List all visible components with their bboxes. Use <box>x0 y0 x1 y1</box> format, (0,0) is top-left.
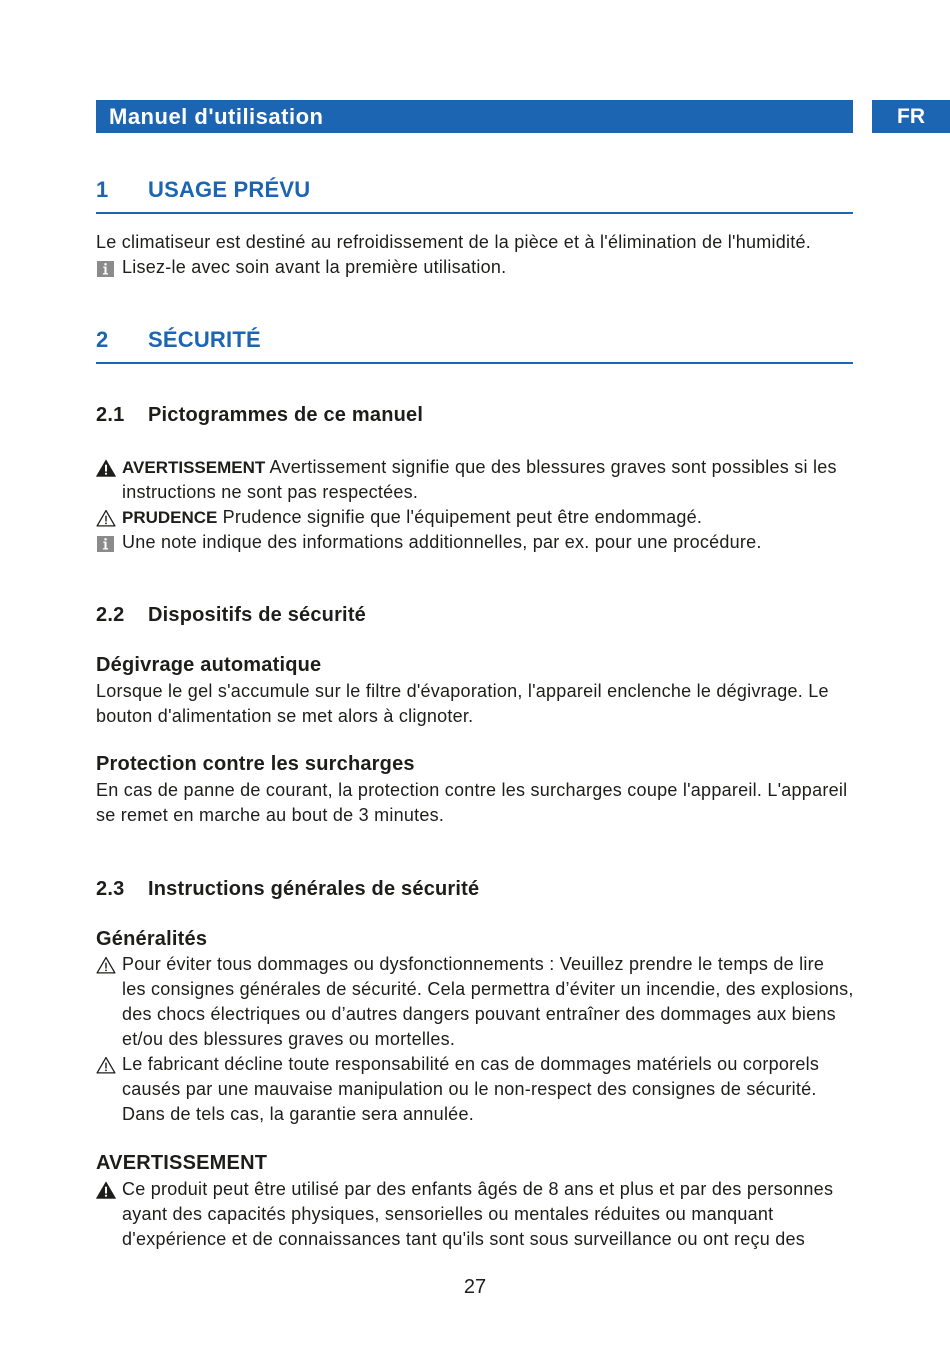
heading-general: Généralités <box>96 928 208 950</box>
pictogram-note-item <box>96 530 896 555</box>
intended-use-text: Le climatiseur est destiné au refroidissement de la pièce et à l'élimination de l'humidité. <box>96 232 811 252</box>
warning-icon <box>96 459 116 477</box>
section-title: USAGE PRÉVU <box>148 177 311 202</box>
subsection-title: Instructions générales de sécurité <box>148 878 480 900</box>
paragraph-line: bouton d'alimentation se met alors à clignoter. <box>96 706 474 726</box>
warning-definition-text: instructions ne sont pas respectées. <box>122 482 419 502</box>
warning-text-line: Ce produit peut être utilisé par des enfants âgés de 8 ans et plus et par des personnes <box>122 1179 834 1199</box>
heading-auto-defrost: Dégivrage automatique <box>96 654 322 676</box>
subsection-number: 2.2 <box>96 604 125 626</box>
page-number: 27 <box>463 1276 487 1298</box>
caution-text-line: et/ou des blessures graves ou mortelles. <box>122 1029 456 1049</box>
overload-protection-paragraph <box>96 778 896 828</box>
warning-list <box>96 1177 896 1252</box>
subsection-heading-general-safety <box>96 877 479 902</box>
warning-label: AVERTISSEMENT <box>122 458 266 477</box>
pictogram-legend-list <box>96 455 896 555</box>
caution-text-line: des chocs électriques ou d’autres dangers pouvant entraîner des dommages aux biens <box>122 1004 836 1024</box>
pictogram-warning-item <box>96 455 896 505</box>
warning-item <box>96 1177 896 1252</box>
warning-text-line: ayant des capacités physiques, sensorielles ou mentales réduites ou manquant <box>122 1204 774 1224</box>
heading-warning: AVERTISSEMENT <box>96 1152 268 1174</box>
paragraph-line: se remet en marche au bout de 3 minutes. <box>96 805 445 825</box>
caution-icon <box>96 956 116 974</box>
manual-title: Manuel d'utilisation <box>109 104 324 129</box>
paragraph-line: Lorsque le gel s'accumule sur le filtre d'évaporation, l'appareil enclenche le dégivrage. Le <box>96 681 829 701</box>
subsection-heading-pictograms <box>96 403 423 428</box>
pictogram-warning-line <box>122 455 896 480</box>
language-tab: FR <box>872 100 950 133</box>
warning-definition-text: Avertissement signifie que des blessures graves sont possibles si les <box>269 457 837 477</box>
caution-item <box>96 1052 896 1127</box>
note-text: Lisez-le avec soin avant la première utilisation. <box>122 257 507 277</box>
subsection-number: 2.3 <box>96 878 125 900</box>
section-heading-safety <box>96 322 853 364</box>
section-number: 1 <box>96 177 109 202</box>
info-icon <box>96 259 116 277</box>
subsection-title: Pictogrammes de ce manuel <box>148 404 424 426</box>
section-title: SÉCURITÉ <box>148 327 261 352</box>
caution-icon <box>96 509 116 527</box>
subsection-heading-safety-devices <box>96 603 366 628</box>
caution-text-line: causés par une mauvaise manipulation ou le non-respect des consignes de sécurité. <box>122 1079 817 1099</box>
caution-item <box>96 952 896 1052</box>
warning-text-line: d'expérience et de connaissances tant qu'ils sont sous surveillance ou ont reçu des <box>122 1229 806 1249</box>
caution-text-line: Pour éviter tous dommages ou dysfonctionnements : Veuillez prendre le temps de lire <box>122 954 825 974</box>
caution-text-line: les consignes générales de sécurité. Cela permettra d’éviter un incendie, des explosions, <box>122 979 854 999</box>
caution-definition-text: Prudence signifie que l'équipement peut être endommagé. <box>222 507 703 527</box>
note-item <box>96 255 896 280</box>
subsection-number: 2.1 <box>96 404 125 426</box>
intended-use-content <box>96 230 896 280</box>
section-heading-intended-use <box>96 172 853 214</box>
caution-text-line: Le fabricant décline toute responsabilité en cas de dommages matériels ou corporels <box>122 1054 820 1074</box>
warning-icon <box>96 1181 116 1199</box>
caution-icon <box>96 1056 116 1074</box>
manual-header-bar <box>96 100 853 133</box>
general-safety-list <box>96 952 896 1127</box>
note-definition-text: Une note indique des informations additionnelles, par ex. pour une procédure. <box>122 532 762 552</box>
pictogram-caution-item <box>96 505 896 530</box>
auto-defrost-paragraph <box>96 679 896 729</box>
caution-text-line: Dans de tels cas, la garantie sera annulée. <box>122 1104 474 1124</box>
subsection-title: Dispositifs de sécurité <box>148 604 366 626</box>
heading-overload-protection: Protection contre les surcharges <box>96 753 415 775</box>
section-number: 2 <box>96 327 109 352</box>
pictogram-caution-line <box>122 505 896 530</box>
info-icon <box>96 534 116 552</box>
paragraph-line: En cas de panne de courant, la protection contre les surcharges coupe l'appareil. L'appareil <box>96 780 848 800</box>
caution-label: PRUDENCE <box>122 508 218 527</box>
